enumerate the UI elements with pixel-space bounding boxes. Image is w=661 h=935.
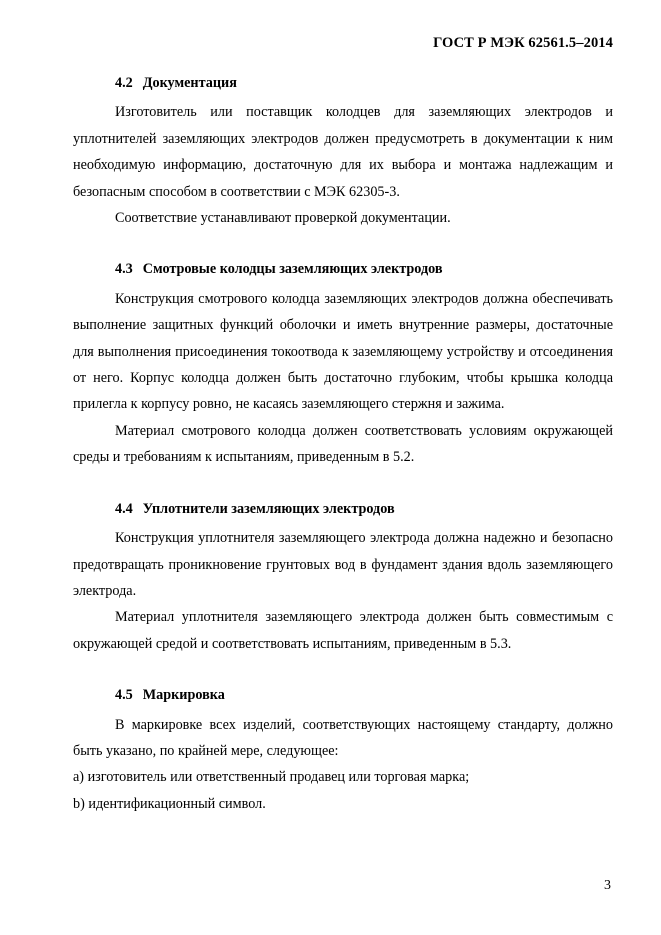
paragraph: Соответствие устанавливают проверкой документации. <box>115 210 451 227</box>
section-number: 4.5 <box>115 687 133 704</box>
paragraph: Изготовитель или поставщик колодцев для заземляющих электродов и уплотнителей заземляющих электродов должен предусмотреть в документации к ним необходимую информацию, достаточную для их выбора и монтажа надлежащим и безопасным способом в соответствии с МЭК 62305-3. <box>73 104 613 200</box>
section-heading: Маркировка <box>142 687 225 704</box>
paragraph: Материал смотрового колодца должен соответствовать условиям окружающей среды и требованиям к испытаниям, приведенным в 5.2. <box>73 422 613 466</box>
section-number: 4.2 <box>115 75 133 91</box>
section-title <box>73 496 613 522</box>
section-number: 4.4 <box>115 500 133 517</box>
list-item: b) идентификационный символ. <box>73 795 266 812</box>
page-number: 3 <box>604 878 611 893</box>
section-number: 4.3 <box>115 261 133 278</box>
paragraph: Конструкция уплотнителя заземляющего электрода должна надежно и безопасно предотвращать проникновение грунтовых вод в фундамент здания вдоль заземляющего электрода. <box>73 530 613 599</box>
list-item: a) изготовитель или ответственный продавец или торговая марка; <box>73 769 470 786</box>
section-title <box>73 70 613 96</box>
section-heading: Смотровые колодцы заземляющих электродов <box>142 261 443 278</box>
paragraph: В маркировке всех изделий, соответствующих настоящему стандарту, должно быть указано, по крайней мере, следующее: <box>73 716 613 759</box>
document-body <box>73 70 613 817</box>
paragraph: Конструкция смотрового колодца заземляющих электродов должна обеспечивать выполнение защитных функций оболочки и иметь внутренние размеры, достаточные для выполнения присоединения токоотвода к заземляющему устройству и отсоединения от него. Корпус колодца должен быть достаточно глубоким, чтобы крышка колодца прилегла к корпусу ровно, не касаясь заземляющего стержня и зажима. <box>73 290 613 413</box>
section-heading: Документация <box>142 75 237 91</box>
section-4-3 <box>73 256 613 470</box>
section-4-5 <box>73 682 613 817</box>
document-header: ГОСТ Р МЭК 62561.5–2014 <box>433 35 613 51</box>
section-4-2 <box>73 70 613 231</box>
section-title <box>73 256 613 282</box>
section-4-4 <box>73 496 613 657</box>
section-heading: Уплотнители заземляющих электродов <box>142 500 395 517</box>
section-title <box>73 682 613 708</box>
paragraph: Материал уплотнителя заземляющего электрода должен быть совместимым с окружающей средой и соответствовать испытаниям, приведенным в 5.3. <box>73 609 613 652</box>
